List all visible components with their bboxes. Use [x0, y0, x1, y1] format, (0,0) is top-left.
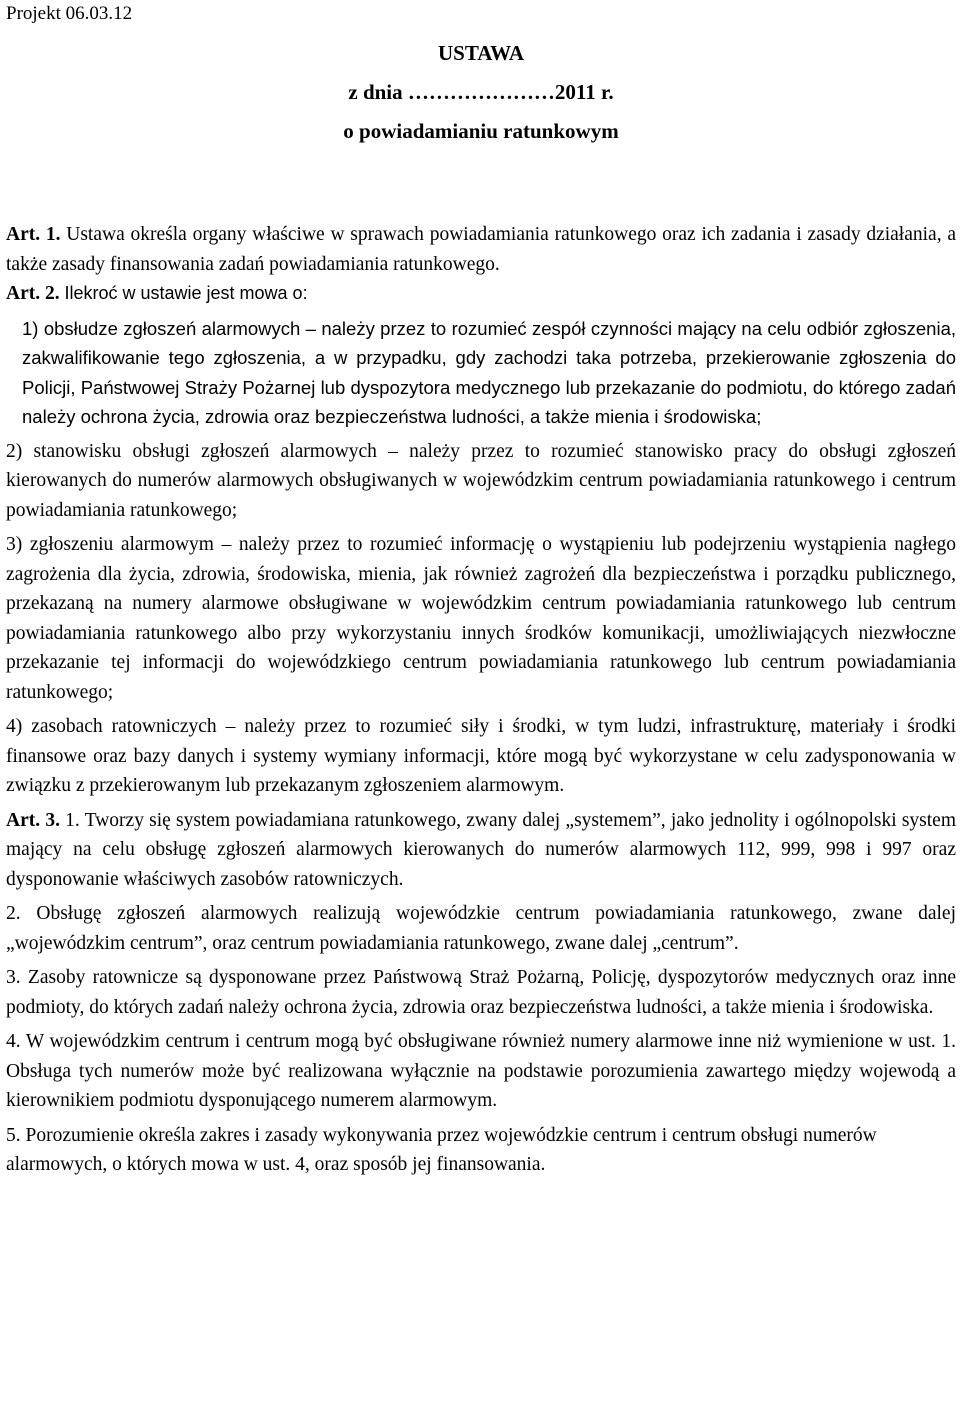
document-body — [6, 220, 956, 1180]
article-3-para-5: 5. Porozumienie określa zakres i zasady wykonywania przez wojewódzkie centrum i centrum obsługi numerów alarmowych, o których mowa w ust. 4, oraz sposób jej finansowania. — [6, 1124, 877, 1175]
project-header: Projekt 06.03.12 — [6, 3, 133, 24]
article-3-label: Art. 3. — [6, 809, 60, 831]
article-2-item-3: 3) zgłoszeniu alarmowym – należy przez to rozumieć informację o wystąpieniu lub podejrzeniu wystąpienia nagłego zagrożenia dla życia, zdrowia, środowiska, mienia, jak również zagrożeń dla bezpieczeństwa i porządku publicznego, przekazaną na numery alarmowe obsługiwane w wojewódzkim centrum powiadamiania ratunkowego lub centrum powiadamiania ratunkowego albo przy wykorzystaniu innych środków komunikacji, umożliwiających niezwłoczne przekazanie tej informacji do wojewódzkiego centrum powiadamiania ratunkowego lub centrum powiadamiania ratunkowego; — [6, 534, 956, 703]
title-line-date: z dnia …………………2011 r. — [348, 80, 614, 104]
article-2-intro — [6, 279, 956, 309]
article-3-para-2: 2. Obsługę zgłoszeń alarmowych realizują wojewódzkie centrum powiadamiania ratunkowego, zwane dalej „wojewódzkim centrum”, oraz centrum powiadamiania ratunkowego, zwane dalej „centrum”. — [6, 903, 956, 954]
article-1 — [6, 220, 956, 279]
article-1-text: Ustawa określa organy właściwe w sprawach powiadamiania ratunkowego oraz ich zadania i zasady działania, a także zasady finansowania zadań powiadamiania ratunkowego. — [6, 224, 956, 275]
article-2-item-1: 1) obsłudze zgłoszeń alarmowych – należy przez to rozumieć zespół czynności mający na celu odbiór zgłoszenia, zakwalifikowanie tego zgłoszenia, a w przypadku, gdy zachodzi taka potrzeba, przekierowanie zgłoszenia do Policji, Państwowej Straży Pożarnej lub dyspozytora medycznego lub przekazanie do podmiotu, do którego zadań należy ochrona życia, zdrowia oraz bezpieczeństwa ludności, a także mienia i środowiska; — [22, 317, 956, 427]
article-2-item-2: 2) stanowisku obsługi zgłoszeń alarmowych – należy przez to rozumieć stanowisko pracy do obsługi zgłoszeń kierowanych do numerów alarmowych obsługiwanych w wojewódzkim centrum powiadamiania ratunkowego i centrum powiadamiania ratunkowego; — [6, 440, 956, 521]
document-title — [6, 34, 956, 151]
title-line-act: USTAWA — [438, 41, 524, 65]
article-2-intro-text: Ilekroć w ustawie jest mowa o: — [64, 283, 308, 303]
article-2-item-4: 4) zasobach ratowniczych – należy przez to rozumieć siły i środki, w tym ludzi, infrastrukturę, materiały i środki finansowe oraz bazy danych i systemy wymiany informacji, które mogą być wykorzystane w celu zadysponowania w związku z przekierowanym lub przekazanym zgłoszeniem alarmowym. — [6, 716, 956, 796]
article-3-para-1-text: 1. Tworzy się system powiadamiana ratunkowego, zwany dalej „systemem”, jako jednolity i ogólnopolski system mający na celu obsługę zgłoszeń alarmowych kierowanych do numerów alarmowych 112, 999, 998 i 997 oraz dysponowanie właściwych zasobów ratowniczych. — [6, 809, 957, 890]
title-line-subject: o powiadamianiu ratunkowym — [343, 119, 619, 143]
article-2-label: Art. 2. — [6, 283, 60, 304]
article-3-para-3: 3. Zasoby ratownicze są dysponowane przez Państwową Straż Pożarną, Policję, dyspozytorów medycznych oraz inne podmioty, do których zadań należy ochrona życia, zdrowia oraz bezpieczeństwa ludności, a także mienia i środowiska. — [6, 967, 956, 1018]
article-1-label: Art. 1. — [6, 224, 61, 245]
article-3-para-4: 4. W wojewódzkim centrum i centrum mogą być obsługiwane również numery alarmowe inne niż wymienione w ust. 1. Obsługa tych numerów może być realizowana wyłącznie na podstawie porozumienia zawartego między wojewodą a kierownikiem podmiotu dysponującego numerem alarmowym. — [6, 1031, 956, 1111]
article-3-para-1 — [6, 806, 956, 895]
